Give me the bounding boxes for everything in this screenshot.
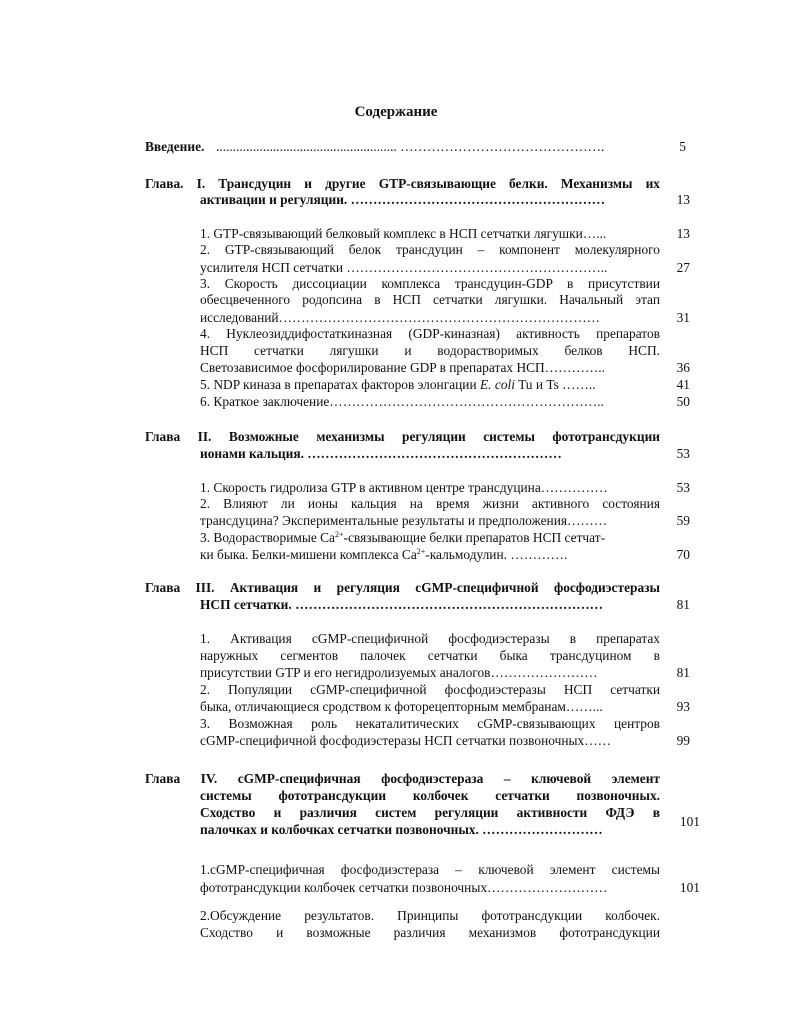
ch1-page: 13 [676,192,690,207]
ch3-section-3-line-1: 3. Возможная роль некаталитических cGMP-связывающих центров [200,716,660,731]
ch1-section-3-line-1: 3. Скорость диссоциации комплекса трансдуцин-GDP в присутствии [200,276,660,291]
ch2-heading-1: Глава II. Возможные механизмы регуляции системы фототрансдукции [145,429,660,444]
ch2-section-3-text-d: -кальмодулин. …………. [425,547,568,562]
ch1-section-1: 1. GTP-связывающий белковый комплекс в НСП сетчатки лягушки…... [200,226,607,241]
ch2-page: 53 [676,446,690,461]
ch4-heading-3: Сходство и различия систем регуляции активности ФДЭ в [200,805,660,820]
intro-label: Введение. [145,139,205,154]
ch4-section-2-line-1: 2.Обсуждение результатов. Принципы фототрансдукции колбочек. [200,908,660,923]
ch4-heading-4: палочках и колбочках сетчатки позвоночных. ……………………… [200,822,603,837]
ch2-section-3-text-a: 3. Водорастворимые Ca [200,530,335,545]
ch2-section-3-sup: 2+ [335,530,344,539]
ch3-section-2-line-1: 2. Популяции cGMP-специфичной фосфодиэстеразы НСП сетчатки [200,682,660,697]
ch4-section-2-line-2: Сходство и возможные различия механизмов фототрансдукции [200,925,660,940]
ch3-section-1-line-2: наружных сегментов палочек сетчатки быка трансдуцином в [200,648,660,663]
page-title: Содержание [354,104,438,120]
ch2-section-3-text-c: ки быка. Белки-мишени комплекса Ca [200,547,417,562]
ch3-section-1-line-3: присутствии GTP и его негидролизуемых аналогов…………………… [200,665,598,680]
ch1-section-2-page: 27 [676,260,690,275]
ch1-section-5-text-b: Tu и Ts …….. [518,377,596,392]
ch2-section-3-line-1 [200,530,605,546]
ch1-section-3-line-2: обесцвеченного родопсина в НСП сетчатки лягушки. Начальный этап [200,292,660,307]
ch4-section-1-page: 101 [679,880,700,895]
ch2-heading-2: ионами кальция. ………………………………………………… [200,446,562,461]
ch1-section-5-text-a: 5. NDP киназа в препаратах факторов элонгации [200,377,477,392]
ch2-section-3-text-b: -связывающие белки препаратов НСП сетчат- [343,530,606,545]
ch2-section-1: 1. Скорость гидролиза GTP в активном центре трансдуцина…………… [200,480,608,495]
ch1-section-5-page: 41 [676,377,690,392]
intro-dots: ...................................................... ………………………………………. [216,139,605,154]
ch3-page: 81 [676,597,690,612]
ch3-heading-1: Глава III. Активация и регуляция cGMP-специфичной фосфодиэстеразы [145,580,660,595]
ch3-section-1-line-1: 1. Активация cGMP-специфичной фосфодиэстеразы в препаратах [200,631,660,646]
ch1-section-4-line-2: НСП сетчатки лягушки и водорастворимых белков НСП. [200,343,660,358]
ch1-section-4-line-1: 4. Нуклеозиддифостаткиназная (GDP-киназная) активность препаратов [200,326,660,341]
ch2-section-2-page: 59 [676,513,690,528]
ch2-section-3-sup-2: 2+ [416,547,426,556]
ch2-section-1-page: 53 [676,480,690,495]
ch3-section-3-line-2: cGMP-специфичной фосфодиэстеразы НСП сетчатки позвоночных…… [200,733,611,748]
ch1-section-6-page: 50 [676,394,690,409]
ch4-section-1-line-1: 1.cGMP-специфичная фосфодиэстераза – ключевой элемент системы [200,862,660,877]
intro-page: 5 [679,139,686,154]
ch2-section-3-page: 70 [676,547,690,562]
ch4-heading-1: Глава IV. cGMP-специфичная фосфодиэстераза – ключевой элемент [145,771,660,786]
ch2-section-3-line-2 [200,547,567,563]
ch1-heading-1: Глава. I. Трансдуцин и другие GTP-связывающие белки. Механизмы их [145,176,660,191]
ch1-section-4-page: 36 [676,360,690,375]
ch1-section-3-line-3: исследований……………………………………………………………… [200,310,600,325]
ch1-section-2-line-2: усилителя НСП сетчатки ………………………………………………….. [200,260,608,275]
ch1-section-3-page: 31 [676,310,690,325]
ch1-section-4-line-3: Светозависимое фосфорилирование GDP в препаратах НСП………….. [200,360,605,375]
ch4-heading-2: системы фототрансдукции колбочек сетчатки позвоночных. [200,788,660,803]
ch2-section-2-line-1: 2. Влияют ли ионы кальция на время жизни активного состояния [200,496,660,511]
ch1-section-2-line-1: 2. GTP-связывающий белок трансдуцин – компонент молекулярного [200,242,660,257]
ch1-heading-2: активации и регуляции. ………………………………………………… [200,192,606,207]
ch1-section-1-page: 13 [676,226,690,241]
ch2-section-2-line-2: трансдуцина? Экспериментальные результаты и предположения……… [200,513,608,528]
ch4-page: 101 [679,814,700,829]
ch3-section-2-line-2: быка, отличающиеся сродством к фоторецепторным мембранам……... [200,699,603,714]
ch1-section-6: 6. Краткое заключение…………………………………………………….. [200,394,604,409]
ch1-section-5 [200,377,596,393]
ch3-heading-2: НСП сетчатки. …………………………………………………………… [200,597,604,612]
ch3-section-1-page: 81 [676,665,690,680]
ch3-section-2-page: 93 [676,699,690,714]
ch4-section-1-line-2: фототрансдукции колбочек сетчатки позвоночных……………………… [200,880,608,895]
ch1-section-5-italic: E. coli [480,377,515,392]
ch3-section-3-page: 99 [676,733,690,748]
